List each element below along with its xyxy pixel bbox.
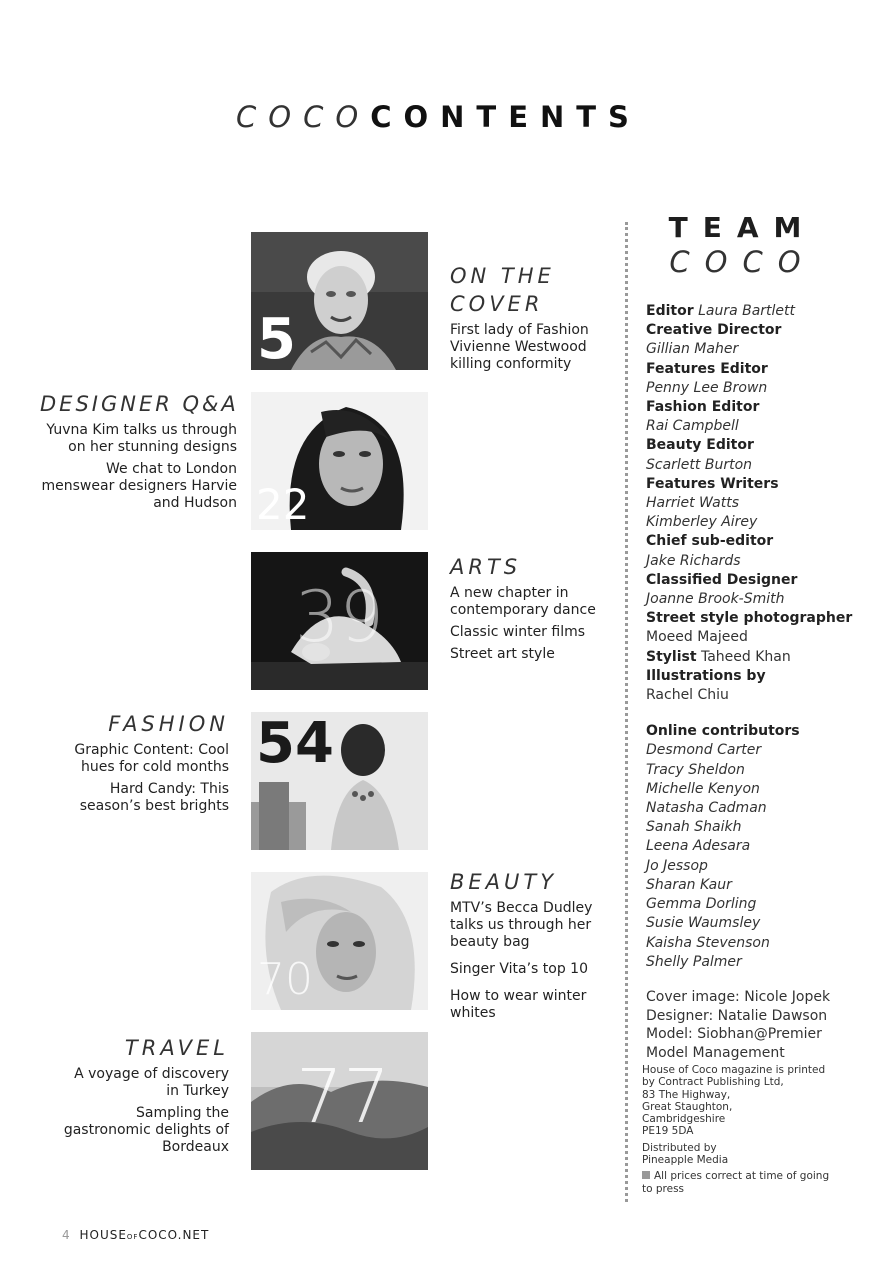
team-heading-line1: TEAM	[668, 211, 817, 244]
beauty-photo[interactable]	[251, 872, 428, 1010]
beauty-item-3[interactable]: How to wear winter whites	[450, 988, 587, 1021]
printer-line: by Contract Publishing Ltd,	[642, 1076, 784, 1089]
online-contributors-role: Online contributors	[646, 723, 800, 740]
beauty-item-2[interactable]: Singer Vita’s top 10	[450, 961, 588, 977]
printer-line: Great Staughton,	[642, 1100, 733, 1113]
distributor-info	[642, 1142, 842, 1167]
cover-credit: Cover image: Nicole Jopek	[646, 988, 831, 1005]
street-style-photographer-role: Street style photographer	[646, 610, 853, 627]
chief-sub-editor-name: Jake Richards	[646, 552, 741, 569]
cover-page-number: 5	[257, 307, 296, 370]
beauty-section	[450, 868, 610, 1022]
designer-photo[interactable]	[251, 392, 428, 530]
travel-heading: TRAVEL	[124, 1036, 229, 1060]
fashion-item-2[interactable]: Hard Candy: This season’s best brights	[79, 781, 229, 814]
features-editor-name: Penny Lee Brown	[646, 379, 768, 396]
online-contributor: Michelle Kenyon	[646, 780, 760, 797]
beauty-heading: BEAUTY	[450, 870, 558, 894]
travel-section	[60, 1034, 229, 1156]
footer	[62, 1228, 209, 1242]
fashion-page-number: 54	[256, 712, 334, 776]
team-heading-line2: COCO	[669, 245, 816, 279]
online-contributor: Sanah Shaikh	[646, 819, 742, 836]
cover-section	[450, 262, 615, 373]
distributor-line: Pineapple Media	[642, 1154, 729, 1167]
online-contributor: Sharan Kaur	[646, 876, 732, 893]
arts-section	[450, 553, 618, 663]
fashion-section	[60, 710, 229, 815]
features-writers-role: Features Writers	[646, 475, 779, 492]
travel-item-2[interactable]: Sampling the gastronomic delights of Bordeaux	[63, 1105, 229, 1155]
fashion-editor-name: Rai Campbell	[646, 418, 739, 435]
features-writer-name: Kimberley Airey	[646, 514, 758, 531]
printer-line: Cambridgeshire	[642, 1113, 726, 1126]
beauty-editor-name: Scarlett Burton	[646, 456, 753, 473]
footer-site-house: HOUSE	[79, 1228, 127, 1242]
designer-page-number: 22	[256, 480, 310, 529]
online-contributor: Kaisha Stevenson	[646, 934, 770, 951]
title-contents: CONTENTS	[370, 100, 641, 134]
travel-item-1[interactable]: A voyage of discovery in Turkey	[74, 1066, 229, 1099]
prices-text: All prices correct at time of going to press	[642, 1170, 830, 1195]
cover-heading-line1: ON THE	[450, 264, 555, 288]
beauty-page-number: 70	[257, 954, 313, 1005]
stylist-name: Taheed Khan	[700, 648, 791, 665]
fashion-item-1[interactable]: Graphic Content: Cool hues for cold months	[74, 742, 229, 775]
illustrations-role: Illustrations by	[646, 667, 766, 684]
chief-sub-editor-role: Chief sub-editor	[646, 533, 774, 550]
designer-item-2[interactable]: We chat to London menswear designers Harvie and Hudson	[41, 461, 237, 511]
team-heading	[640, 211, 830, 279]
page-title	[0, 100, 877, 134]
designer-heading: DESIGNER Q&A	[40, 392, 239, 416]
title-coco: COCO	[236, 100, 371, 134]
printer-info	[642, 1064, 842, 1138]
arts-item-1[interactable]: A new chapter in contemporary dance	[450, 585, 596, 618]
features-writer-name: Harriet Watts	[646, 495, 739, 512]
footer-page-number: 4	[62, 1228, 71, 1242]
model-credit: Model: Siobhan@Premier Model Management	[646, 1026, 822, 1061]
printer-line: PE19 5DA	[642, 1125, 694, 1138]
stylist-role: Stylist	[646, 648, 697, 665]
staff-list	[646, 302, 874, 1062]
illustrations-name: Rachel Chiu	[646, 687, 729, 704]
smallprint	[642, 1064, 842, 1199]
arts-item-3[interactable]: Street art style	[450, 646, 555, 662]
printer-line: 83 The Highway,	[642, 1088, 731, 1101]
travel-photo[interactable]	[251, 1032, 428, 1170]
creative-director-name: Gillian Maher	[646, 341, 739, 358]
arts-item-2[interactable]: Classic winter films	[450, 624, 586, 640]
prices-note	[642, 1170, 842, 1195]
online-contributor: Jo Jessop	[646, 857, 708, 874]
fashion-heading: FASHION	[108, 712, 229, 736]
creative-director-role: Creative Director	[646, 322, 782, 339]
arts-photo[interactable]	[251, 552, 428, 690]
beauty-item-1[interactable]: MTV’s Becca Dudley talks us through her beauty bag	[450, 900, 593, 950]
cover-photo[interactable]	[251, 232, 428, 370]
travel-page-number: 77	[296, 1054, 391, 1140]
printer-line: House of Coco magazine is printed	[642, 1064, 826, 1076]
designer-credit: Designer: Natalie Dawson	[646, 1007, 828, 1024]
online-contributor: Shelly Palmer	[646, 953, 742, 970]
fashion-photo[interactable]	[251, 712, 428, 850]
online-contributor: Tracy Sheldon	[646, 761, 745, 778]
online-contributor: Desmond Carter	[646, 742, 762, 759]
footer-site-link[interactable]	[79, 1228, 209, 1242]
cover-item[interactable]: First lady of Fashion Vivienne Westwood killing conformity	[450, 322, 589, 372]
footer-site-of: OF	[126, 1233, 139, 1241]
online-contributor: Natasha Cadman	[646, 800, 767, 817]
editor-name: Laura Bartlett	[698, 303, 796, 319]
classified-designer-name: Joanne Brook-Smith	[646, 591, 785, 608]
classified-designer-role: Classified Designer	[646, 571, 798, 588]
fashion-editor-role: Fashion Editor	[646, 399, 760, 416]
editor-role: Editor	[646, 303, 694, 319]
arts-heading: ARTS	[450, 555, 522, 579]
online-contributor: Susie Waumsley	[646, 915, 761, 932]
online-contributor: Gemma Dorling	[646, 896, 757, 913]
square-bullet-icon	[642, 1171, 650, 1179]
distributor-line: Distributed by	[642, 1141, 717, 1154]
designer-section	[40, 390, 237, 512]
column-divider	[625, 222, 628, 1202]
footer-site-coco: COCO.NET	[138, 1228, 210, 1242]
beauty-editor-role: Beauty Editor	[646, 437, 754, 454]
online-contributor: Leena Adesara	[646, 838, 751, 855]
arts-page-number: 39	[295, 576, 385, 658]
street-style-photographer-name: Moeed Majeed	[646, 629, 748, 646]
cover-heading-line2: COVER	[450, 292, 544, 316]
features-editor-role: Features Editor	[646, 360, 768, 377]
designer-item-1[interactable]: Yuvna Kim talks us through on her stunning designs	[46, 422, 237, 455]
